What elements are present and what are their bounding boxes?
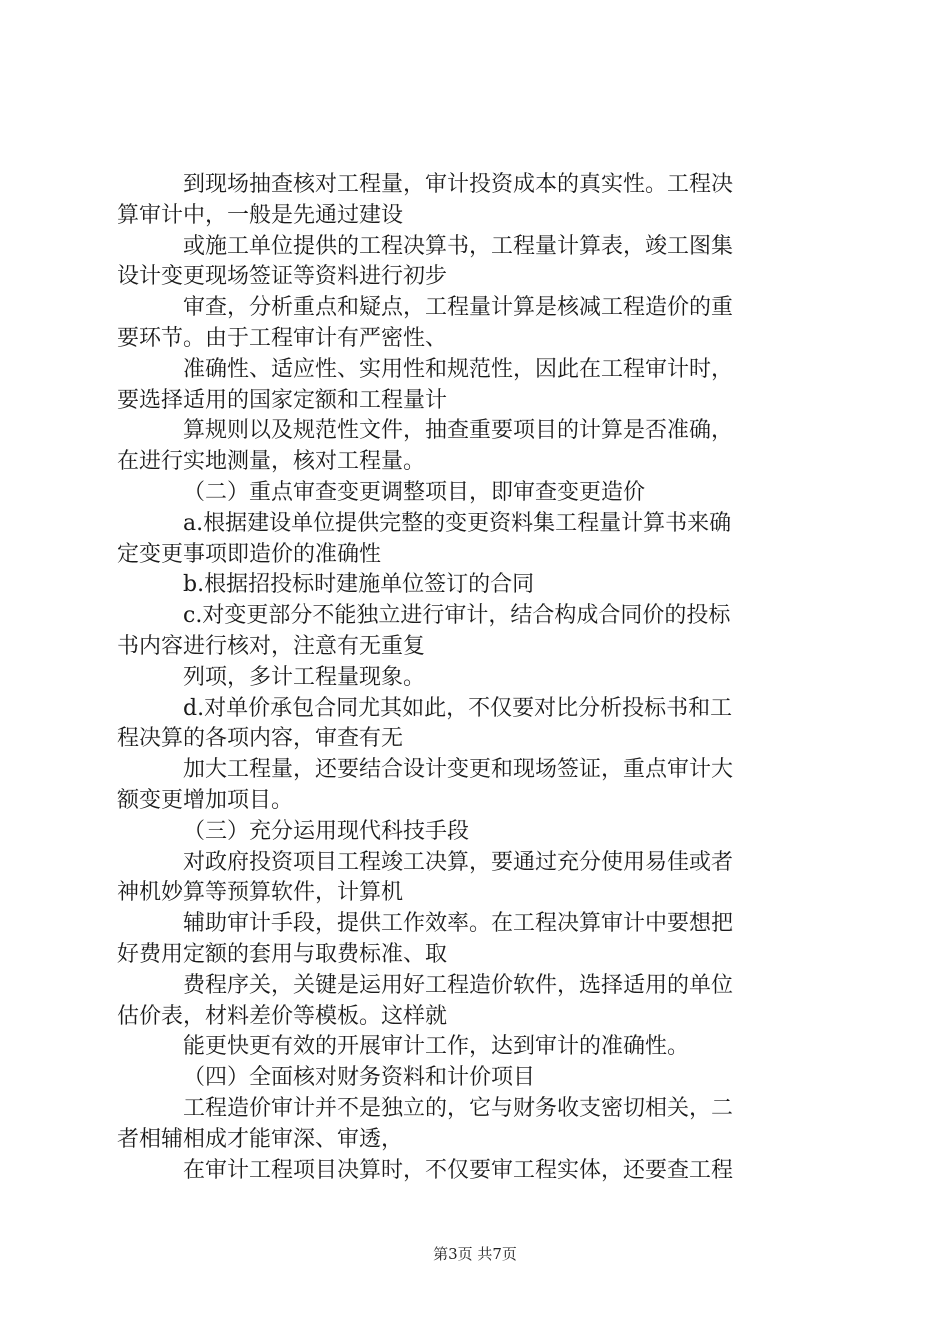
paragraph-16: 费程序关，关键是运用好工程造价软件，选择适用的单位 估价表，材料差价等模板。这样就	[117, 972, 734, 1029]
paragraph-2: 或施工单位提供的工程决算书，工程量计算表，竣工图集 设计变更现场签证等资料进行初步	[117, 233, 734, 290]
paragraph-4: 准确性、适应性、实用性和规范性，因此在工程审计时， 要选择适用的国家定额和工程量计	[117, 356, 734, 413]
paragraph-5: 算规则以及规范性文件，抽查重要项目的计算是否准确， 在进行实地测量，核对工程量。	[117, 418, 734, 475]
paragraph-3: 审查，分析重点和疑点，工程量计算是核减工程造价的重 要环节。由于工程审计有严密性、	[117, 295, 734, 351]
page-footer: 第3页 共7页	[433, 1245, 517, 1263]
paragraph-20: 在审计工程项目决算时，不仅要审工程实体，还要查工程	[183, 1157, 734, 1183]
item-c: c.对变更部分不能独立进行审计，结合构成合同价的投标 书内容进行核对，注意有无重复	[117, 603, 731, 659]
section-heading-2: （二）重点审查变更调整项目，即审查变更造价	[183, 479, 646, 505]
paragraph-1: 到现场抽查核对工程量，审计投资成本的真实性。工程决 算审计中，一般是先通过建设	[117, 172, 734, 228]
item-b: b.根据招投标时建施单位签订的合同	[183, 572, 535, 598]
document-body	[117, 170, 837, 1186]
paragraph-17: 能更快更有效的开展审计工作，达到审计的准确性。	[183, 1034, 690, 1060]
item-d: d.对单价承包合同尤其如此，不仅要对比分析投标书和工 程决算的各项内容，审查有无	[117, 695, 733, 752]
paragraph-10: 列项，多计工程量现象。	[183, 664, 426, 690]
paragraph-15: 辅助审计手段，提供工作效率。在工程决算审计中要想把 好费用定额的套用与取费标准、取	[117, 911, 734, 967]
paragraph-14: 对政府投资项目工程竣工决算，要通过充分使用易佳或者 神机妙算等预算软件，计算机	[117, 849, 734, 906]
paragraph-12: 加大工程量，还要结合设计变更和现场签证，重点审计大 额变更增加项目。	[117, 757, 734, 813]
section-heading-3: （三）充分运用现代科技手段	[183, 818, 470, 844]
section-heading-4: （四）全面核对财务资料和计价项目	[183, 1065, 536, 1091]
item-a: a.根据建设单位提供完整的变更资料集工程量计算书来确 定变更事项即造价的准确性	[117, 510, 732, 567]
paragraph-19: 工程造价审计并不是独立的，它与财务收支密切相关，二 者相辅相成才能审深、审透，	[117, 1095, 734, 1152]
